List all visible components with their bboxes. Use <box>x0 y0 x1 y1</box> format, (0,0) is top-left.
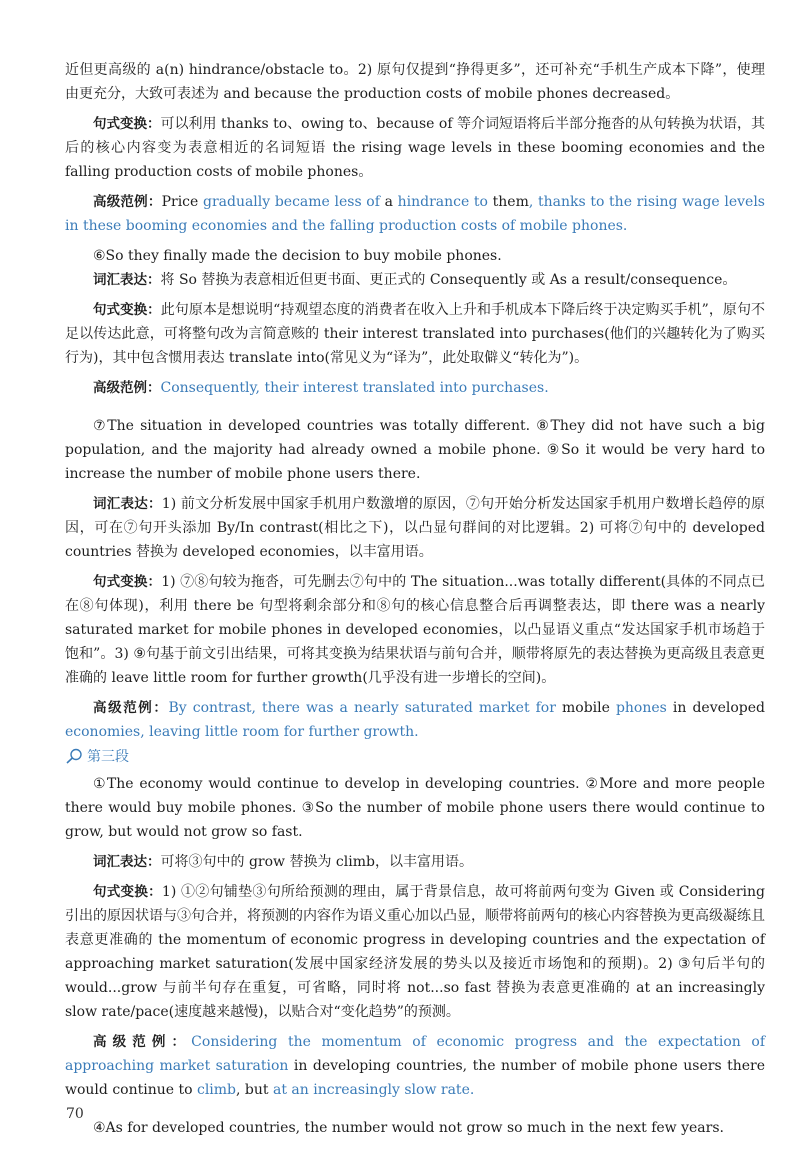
page-number: 70 <box>66 1106 84 1122</box>
section-heading-paragraph-3 <box>65 746 765 766</box>
advanced-example-2: 高级范例：Consequently, their interest translated into purchases. <box>93 380 549 396</box>
sentence-transform-3: 句式变换：1) ⑦⑧句较为拖沓，可先删去⑦句中的 The situation...was totally different(具体的不同点已在⑧句体现)，利用 there be 句型将剩余部分和⑧句的核心信息整合后再调整表达，即 there was a nearly saturated market for mobile phones in developed economies，以凸显语义重点“发达国家手机市场趋于饱和”。3) ⑨句基于前文引出结果，可将其变换为结果状语与前句合并，顺带将原先的表达替换为更高级且表意更准确的 leave little room for further growth(几乎没有进一步增长的空间)。 <box>65 574 766 686</box>
label-advanced-example: 高级范例： <box>93 700 169 716</box>
label-advanced-example: 高级范例： <box>93 1034 192 1050</box>
magnifier-icon <box>65 748 83 764</box>
label-sentence-transform: 句式变换： <box>93 574 162 590</box>
section-title: 第三段 <box>87 749 129 765</box>
label-advanced-example: 高级范例： <box>93 194 162 210</box>
original-sentences-1-3: ①The economy would continue to develop in developing countries. ②More and more people there would buy mobile phones. ③So the number of mobile phone users there would continue to grow, but would not grow so fast. <box>65 776 765 840</box>
label-sentence-transform: 句式变换： <box>93 302 161 318</box>
sentence-transform-4: 句式变换：1) ①②句铺垫③句所给预测的理由，属于背景信息，故可将前两句变为 Given 或 Considering 引出的原因状语与③句合并，将预测的内容作为语义重心加以凸显，顺带将前两句的核心内容替换为更高级凝练且表意更准确的 the momentum of economic progress in developing countries and the expectation of approaching market saturation(发展中国家经济发展的势头以及接近市场饱和的预期)。2) ③句后半句的 would...grow 与前半句存在重复，可省略，同时将 not...so fast 替换为表意更准确的 at an increasingly slow rate/pace(速度越来越慢)，以贴合对“变化趋势”的预测。 <box>65 884 765 1020</box>
original-sentence-4: ④As for developed countries, the number would not grow so much in the next few years. <box>93 1120 724 1136</box>
sentence-transform-1: 句式变换：可以利用 thanks to、owing to、because of 等介词短语将后半部分拖沓的从句转换为状语，其后的核心内容变为表意相近的名词短语 the rising wage levels in these booming economies and the falling production costs of mobile phones。 <box>65 116 766 180</box>
original-sentence-6: ⑥So they finally made the decision to buy mobile phones. <box>93 248 502 264</box>
sentence-transform-2: 句式变换：此句原本是想说明“持观望态度的消费者在收入上升和手机成本下降后终于决定购买手机”，原句不足以传达此意，可将整句改为言简意赅的 their interest translated into purchases(他们的兴趣转化为了购买行为)，其中包含惯用表达 translate into(常见义为“译为”，此处取僻义“转化为”)。 <box>65 302 766 366</box>
paragraph-intro: 近但更高级的 a(n) hindrance/obstacle to。2) 原句仅提到“挣得更多”，还可补充“手机生产成本下降”，使理由更充分，大致可表述为 and because the production costs of mobile phones decreased。 <box>65 62 765 102</box>
vocabulary-2: 词汇表达：将 So 替换为表意相近但更书面、更正式的 Consequently 或 As a result/consequence。 <box>93 272 737 288</box>
label-vocabulary: 词汇表达： <box>93 854 161 870</box>
advanced-example-3: 高级范例：By contrast, there was a nearly saturated market for mobile phones in developed economies, leaving little room for further growth. <box>65 700 766 740</box>
vocabulary-3: 词汇表达：1) 前文分析发展中国家手机用户数激增的原因，⑦句开始分析发达国家手机用户数增长趋停的原因，可在⑦句开头添加 By/In contrast(相比之下)，以凸显句群间的对比逻辑。2) 可将⑦句中的 developed countries 替换为 developed economies，以丰富用语。 <box>65 496 766 560</box>
label-sentence-transform: 句式变换： <box>93 884 162 900</box>
label-vocabulary: 词汇表达： <box>93 496 162 512</box>
label-vocabulary: 词汇表达： <box>93 272 161 288</box>
advanced-example-1: 高级范例：Price gradually became less of a hindrance to them, thanks to the rising wage levels in these booming economies and the falling production costs of mobile phones. <box>65 194 765 234</box>
label-advanced-example: 高级范例： <box>93 380 161 396</box>
original-sentences-7-9: ⑦The situation in developed countries was totally different. ⑧They did not have such a big population, and the majority had already owned a mobile phone. ⑨So it would be very hard to increase the number of mobile phone users there. <box>65 418 765 482</box>
advanced-example-4: 高级范例：Considering the momentum of economic progress and the expectation of approaching market saturation in developing countries, the number of mobile phone users there would continue to climb, but at an increasingly slow rate. <box>65 1034 765 1098</box>
vocabulary-4: 词汇表达：可将③句中的 grow 替换为 climb，以丰富用语。 <box>93 854 473 870</box>
label-sentence-transform: 句式变换： <box>93 116 161 132</box>
page-content <box>65 58 765 1140</box>
